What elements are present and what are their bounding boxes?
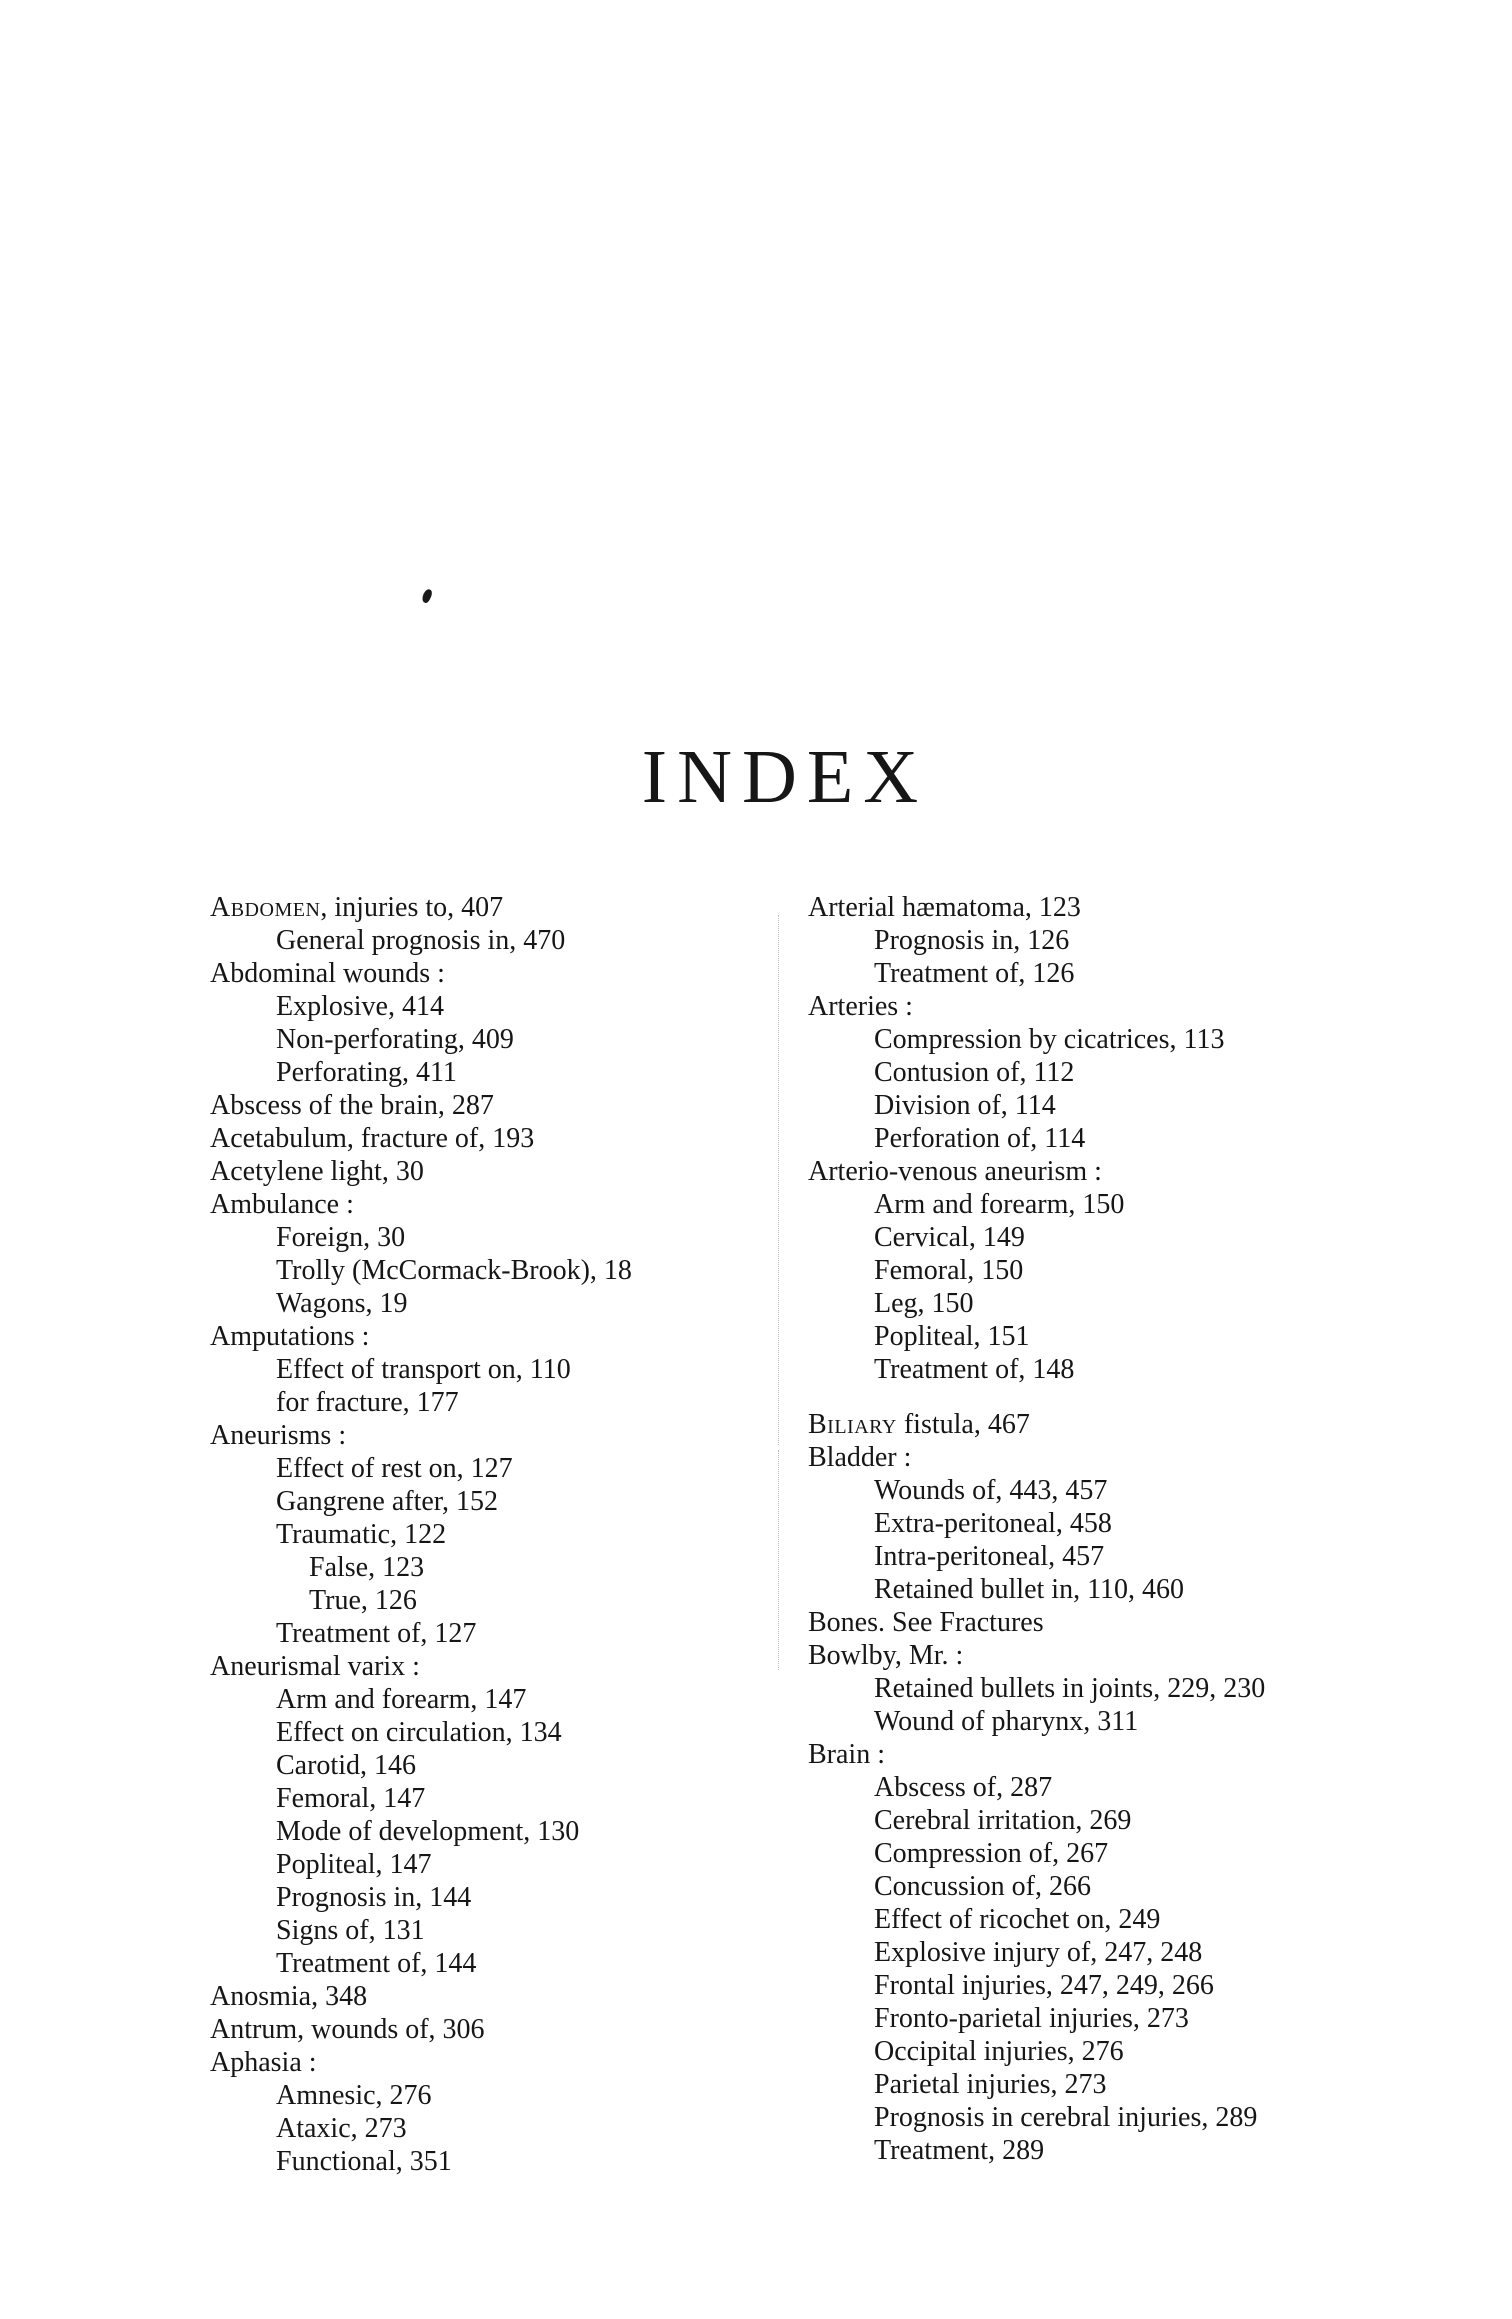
- index-entry: Gangrene after, 152: [276, 1486, 498, 1517]
- index-entry: for fracture, 177: [276, 1387, 459, 1418]
- index-entry: Fronto-parietal injuries, 273: [874, 2003, 1189, 2034]
- index-entry: Arterio-venous aneurism :: [808, 1156, 1102, 1187]
- index-entry: Aneurisms :: [210, 1420, 347, 1451]
- index-entry: Explosive injury of, 247, 248: [874, 1937, 1203, 1968]
- index-entry: Wound of pharynx, 311: [874, 1706, 1139, 1737]
- index-entry: Treatment, 289: [874, 2135, 1045, 2166]
- index-entry: Prognosis in, 144: [276, 1882, 472, 1913]
- index-entry: Abscess of the brain, 287: [210, 1090, 494, 1121]
- index-entry: Femoral, 147: [276, 1783, 426, 1814]
- index-entry: Effect of ricochet on, 249: [874, 1904, 1161, 1935]
- index-entry: Foreign, 30: [276, 1222, 406, 1253]
- index-entry: Frontal injuries, 247, 249, 266: [874, 1970, 1214, 2001]
- index-entry: Compression by cicatrices, 113: [874, 1024, 1225, 1055]
- index-column-right: [808, 891, 1265, 2167]
- index-entry: Treatment of, 144: [276, 1948, 477, 1979]
- index-entry: Treatment of, 126: [874, 958, 1075, 989]
- index-entry: Abscess of, 287: [874, 1772, 1053, 1803]
- index-entry: Aphasia :: [210, 2047, 317, 2078]
- index-entry: Effect on circulation, 134: [276, 1717, 562, 1748]
- index-entry: Traumatic, 122: [276, 1519, 447, 1550]
- index-entry: Prognosis in, 126: [874, 925, 1070, 956]
- index-entry: Arteries :: [808, 991, 913, 1022]
- index-entry: Contusion of, 112: [874, 1057, 1075, 1088]
- index-entry: Abdominal wounds :: [210, 958, 445, 989]
- index-entry: Femoral, 150: [874, 1255, 1024, 1286]
- index-entry: Brain :: [808, 1739, 885, 1770]
- index-entry: Treatment of, 148: [874, 1354, 1075, 1385]
- index-entry: Cervical, 149: [874, 1222, 1025, 1253]
- index-entry: Retained bullets in joints, 229, 230: [874, 1673, 1266, 1704]
- index-entry: Acetabulum, fracture of, 193: [210, 1123, 535, 1154]
- index-column-left: [210, 891, 632, 2178]
- index-entry: Amnesic, 276: [276, 2080, 432, 2111]
- index-entry: Acetylene light, 30: [210, 1156, 424, 1187]
- index-entry: Compression of, 267: [874, 1838, 1109, 1869]
- index-entry: Antrum, wounds of, 306: [210, 2014, 485, 2045]
- index-entry: Extra-peritoneal, 458: [874, 1508, 1112, 1539]
- index-entry: Trolly (McCormack-Brook), 18: [276, 1255, 632, 1286]
- index-entry: Cerebral irritation, 269: [874, 1805, 1132, 1836]
- index-entry: Amputations :: [210, 1321, 370, 1352]
- entry-headword: Abdomen: [210, 892, 321, 923]
- entry-headword: Biliary: [808, 1409, 897, 1440]
- index-entry: Concussion of, 266: [874, 1871, 1091, 1902]
- index-entry: Signs of, 131: [276, 1915, 425, 1946]
- index-entry: Wagons, 19: [276, 1288, 408, 1319]
- index-entry: Bones. See Fractures: [808, 1607, 1044, 1638]
- index-entry: Non-perforating, 409: [276, 1024, 514, 1055]
- index-entry: Aneurismal varix :: [210, 1651, 420, 1682]
- index-entry: Treatment of, 127: [276, 1618, 477, 1649]
- index-entry: Explosive, 414: [276, 991, 444, 1022]
- page-title: INDEX: [641, 734, 929, 819]
- index-entry: Functional, 351: [276, 2146, 452, 2177]
- index-entry: Anosmia, 348: [210, 1981, 368, 2012]
- index-entry: Prognosis in cerebral injuries, 289: [874, 2102, 1258, 2133]
- index-entry: Effect of transport on, 110: [276, 1354, 571, 1385]
- entry-text: , injuries to, 407: [320, 892, 504, 923]
- index-entry: Perforation of, 114: [874, 1123, 1086, 1154]
- index-entry: Ambulance :: [210, 1189, 354, 1220]
- index-entry: Bladder :: [808, 1442, 912, 1473]
- index-entry: Popliteal, 151: [874, 1321, 1030, 1352]
- column-divider-lower: [778, 1450, 779, 1670]
- index-entry: Leg, 150: [874, 1288, 974, 1319]
- index-entry: Perforating, 411: [276, 1057, 457, 1088]
- index-entry: Division of, 114: [874, 1090, 1056, 1121]
- index-entry: Arm and forearm, 147: [276, 1684, 527, 1715]
- index-entry: Popliteal, 147: [276, 1849, 432, 1880]
- index-entry: Bowlby, Mr. :: [808, 1640, 964, 1671]
- index-entry: [210, 891, 632, 924]
- index-entry: Effect of rest on, 127: [276, 1453, 513, 1484]
- index-entry: Intra-peritoneal, 457: [874, 1541, 1105, 1572]
- index-entry: Wounds of, 443, 457: [874, 1475, 1108, 1506]
- column-divider-upper: [778, 915, 779, 1445]
- index-entry: [808, 1408, 1265, 1441]
- index-entry: Carotid, 146: [276, 1750, 416, 1781]
- ink-mark: [420, 588, 433, 604]
- index-entry: True, 126: [309, 1585, 417, 1616]
- index-entry: False, 123: [309, 1552, 425, 1583]
- index-entry: General prognosis in, 470: [276, 925, 566, 956]
- entry-gap: [808, 1386, 1265, 1408]
- index-entry: Occipital injuries, 276: [874, 2036, 1124, 2067]
- index-entry: Ataxic, 273: [276, 2113, 407, 2144]
- index-entry: Arterial hæmatoma, 123: [808, 892, 1081, 923]
- entry-text: fistula, 467: [896, 1409, 1030, 1440]
- index-entry: Retained bullet in, 110, 460: [874, 1574, 1185, 1605]
- index-entry: Mode of development, 130: [276, 1816, 580, 1847]
- index-entry: Arm and forearm, 150: [874, 1189, 1125, 1220]
- index-entry: Parietal injuries, 273: [874, 2069, 1107, 2100]
